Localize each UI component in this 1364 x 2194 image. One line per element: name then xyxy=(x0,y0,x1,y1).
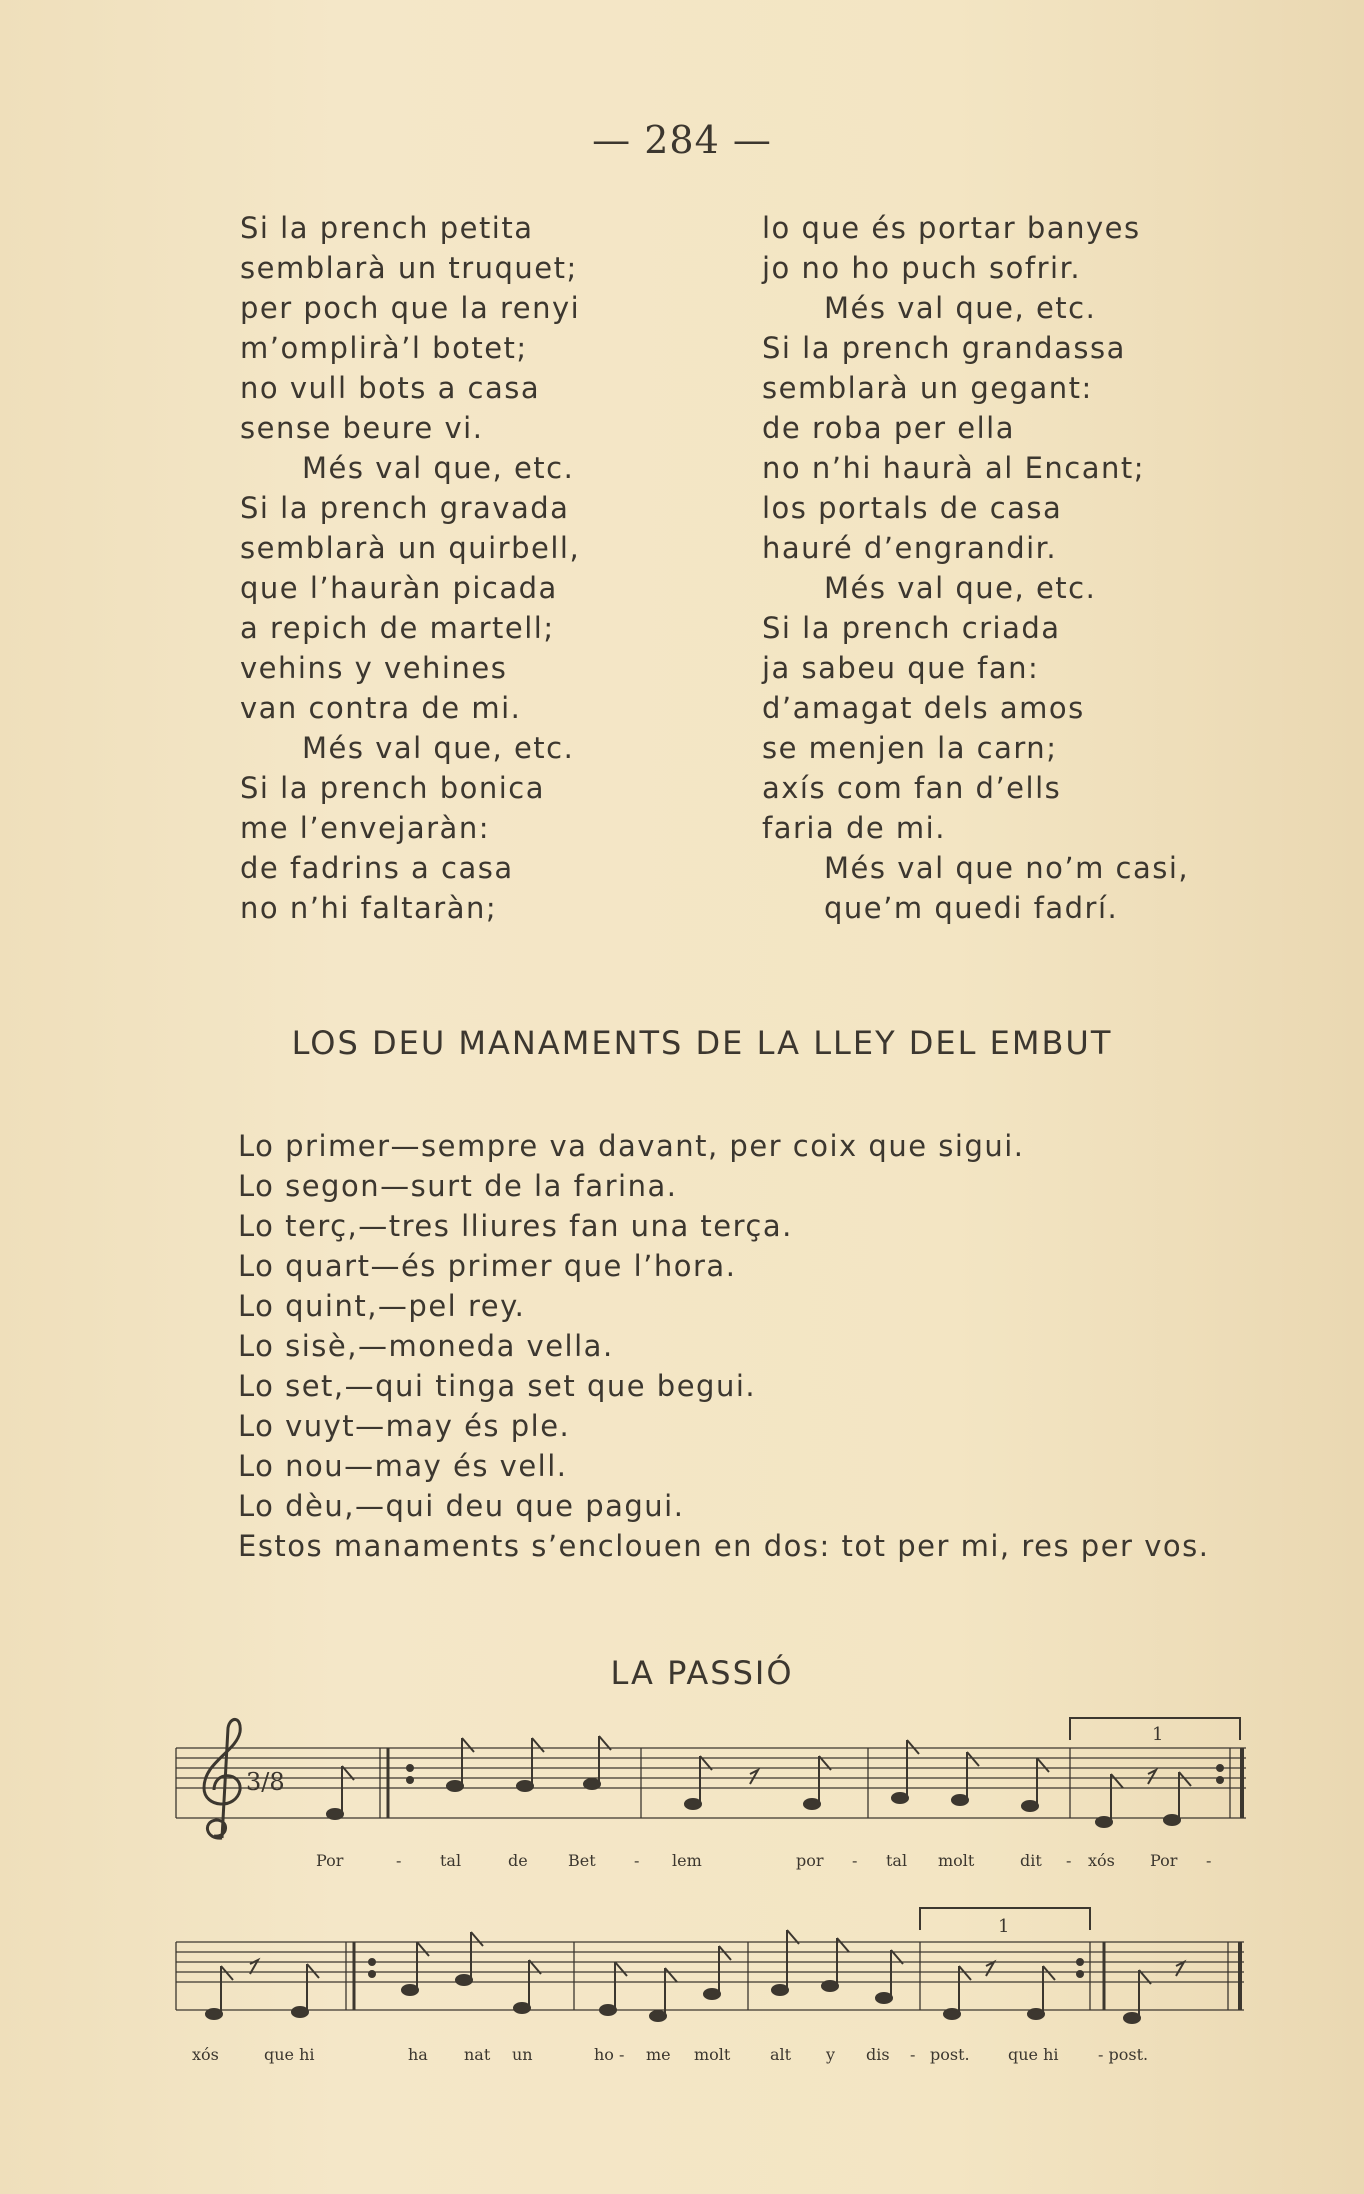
volta-label: 1 xyxy=(1152,1724,1164,1745)
lyric-syllable: - xyxy=(1206,1851,1212,1870)
lyric-syllable: dis xyxy=(866,2045,890,2064)
verse-line: Si la prench gravada xyxy=(240,491,570,525)
verse-line: vehins y vehines xyxy=(240,651,508,685)
lyric-syllable: por xyxy=(796,1851,824,1870)
verse-line: no n’hi haurà al Encant; xyxy=(762,451,1146,485)
lyric-syllable: un xyxy=(512,2045,533,2064)
verse-line: hauré d’engrandir. xyxy=(762,531,1058,565)
lyric-syllable: tal xyxy=(886,1851,908,1870)
lyric-syllable: - xyxy=(396,1851,402,1870)
lyric-syllable: que hi xyxy=(264,2045,315,2064)
lyrics-system-1 xyxy=(316,1851,1211,1870)
commandment-line: Lo segon—surt de la farina. xyxy=(238,1169,678,1203)
verse-line: los portals de casa xyxy=(762,491,1063,525)
commandment-line: Lo nou—may és vell. xyxy=(238,1449,568,1483)
lyric-syllable: - xyxy=(852,1851,858,1870)
commandment-line: Lo dèu,—qui deu que pagui. xyxy=(238,1489,685,1523)
lyric-syllable: me xyxy=(646,2045,671,2064)
lyric-syllable: ho - xyxy=(594,2045,625,2064)
lyric-syllable: molt xyxy=(694,2045,731,2064)
verse-line: axís com fan d’ells xyxy=(762,771,1062,805)
lyric-syllable: - post. xyxy=(1098,2045,1149,2064)
lyric-syllable: y xyxy=(826,2045,836,2064)
lyric-syllable: xós xyxy=(1088,1851,1115,1870)
time-signature: 3/8 xyxy=(246,1768,285,1796)
verse-line: per poch que la renyi xyxy=(240,291,581,325)
refrain-line: que’m quedi fadrí. xyxy=(824,891,1119,925)
verse-line: Si la prench criada xyxy=(762,611,1061,645)
refrain-line: Més val que, etc. xyxy=(824,571,1097,605)
verse-line: semblarà un truquet; xyxy=(240,251,578,285)
verse-line: m’omplirà’l botet; xyxy=(240,331,528,365)
lyric-syllable: post. xyxy=(930,2045,970,2064)
lyric-syllable: molt xyxy=(938,1851,975,1870)
verse-line: se menjen la carn; xyxy=(762,731,1058,765)
lyric-syllable: - xyxy=(910,2045,916,2064)
commandment-line: Lo quint,—pel rey. xyxy=(238,1289,526,1323)
commandment-line: Lo terç,—tres lliures fan una terça. xyxy=(238,1209,793,1243)
verse-line: semblarà un gegant: xyxy=(762,371,1093,405)
verse-line: a repich de martell; xyxy=(240,611,555,645)
lyric-syllable: Bet xyxy=(568,1851,596,1870)
verse-line: ja sabeu que fan: xyxy=(762,651,1040,685)
lyric-syllable: lem xyxy=(672,1851,702,1870)
refrain-line: Més val que, etc. xyxy=(824,291,1097,325)
lyric-syllable: dit xyxy=(1020,1851,1042,1870)
verse-line: d’amagat dels amos xyxy=(762,691,1085,725)
page-number: — 284 — xyxy=(592,118,772,162)
refrain-line: Més val que no’m casi, xyxy=(824,851,1190,885)
section-title: LOS DEU MANAMENTS DE LA LLEY DEL EMBUT xyxy=(291,1024,1113,1062)
staff-system-1 xyxy=(176,1748,1246,1818)
lyric-syllable: nat xyxy=(464,2045,491,2064)
treble-clef-icon xyxy=(204,1719,240,1838)
lyric-syllable: xós xyxy=(192,2045,219,2064)
verse-line: lo que és portar banyes xyxy=(762,211,1141,245)
lyric-syllable: ha xyxy=(408,2045,428,2064)
refrain-line: Més val que, etc. xyxy=(302,451,575,485)
verse-line: no n’hi faltaràn; xyxy=(240,891,498,925)
commandment-line: Lo vuyt—may és ple. xyxy=(238,1409,571,1443)
commandment-line: Lo primer—sempre va davant, per coix que sigui. xyxy=(238,1129,1025,1163)
lyric-syllable: alt xyxy=(770,2045,792,2064)
commandment-line: Lo sisè,—moneda vella. xyxy=(238,1329,614,1363)
notes-system-1 xyxy=(327,1736,1223,1827)
verse-line: de roba per ella xyxy=(762,411,1016,445)
verse-line: de fadrins a casa xyxy=(240,851,514,885)
verse-line: jo no ho puch sofrir. xyxy=(762,251,1082,285)
volta-label: 1 xyxy=(998,1916,1010,1937)
verse-line: no vull bots a casa xyxy=(240,371,541,405)
verse-line: Si la prench petita xyxy=(240,211,534,245)
verse-line: van contra de mi. xyxy=(240,691,522,725)
lyric-syllable: - xyxy=(1066,1851,1072,1870)
lyric-syllable: de xyxy=(508,1851,528,1870)
lyric-syllable: tal xyxy=(440,1851,462,1870)
lyric-syllable: que hi xyxy=(1008,2045,1059,2064)
verse-line: que l’hauràn picada xyxy=(240,571,558,605)
lyric-syllable: Por xyxy=(316,1851,344,1870)
closing-line: Estos manaments s’enclouen en dos: tot per mi, res per vos. xyxy=(238,1529,1210,1563)
verse-line: faria de mi. xyxy=(762,811,946,845)
lyric-syllable: - xyxy=(634,1851,640,1870)
song-title: LA PASSIÓ xyxy=(610,1654,794,1692)
refrain-line: Més val que, etc. xyxy=(302,731,575,765)
verse-line: semblarà un quirbell, xyxy=(240,531,581,565)
commandment-line: Lo set,—qui tinga set que begui. xyxy=(238,1369,757,1403)
verse-line: me l’envejaràn: xyxy=(240,811,490,845)
commandment-line: Lo quart—és primer que l’hora. xyxy=(238,1249,737,1283)
verse-line: Si la prench grandassa xyxy=(762,331,1126,365)
verse-line: Si la prench bonica xyxy=(240,771,545,805)
lyric-syllable: Por xyxy=(1150,1851,1178,1870)
verse-line: sense beure vi. xyxy=(240,411,484,445)
lyrics-system-2 xyxy=(192,2045,1148,2064)
